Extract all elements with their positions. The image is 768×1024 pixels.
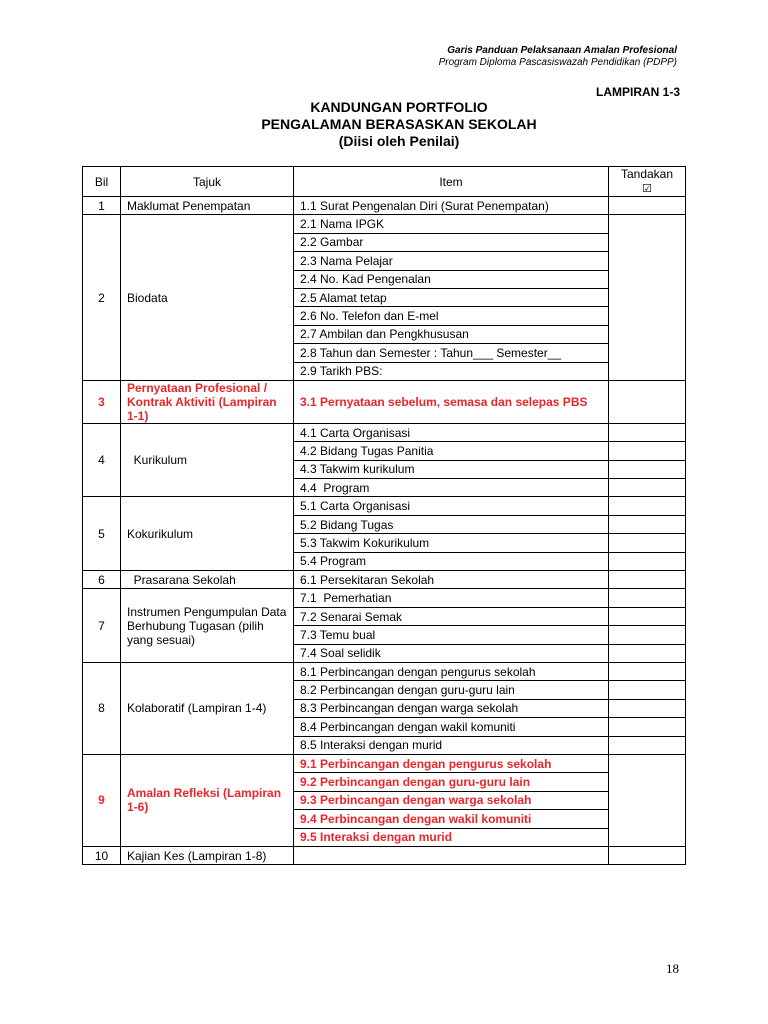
tandakan-checkbox-cell[interactable]	[609, 626, 686, 644]
tandakan-checkbox-cell[interactable]	[609, 662, 686, 680]
item-cell: 8.1 Perbincangan dengan pengurus sekolah	[294, 662, 609, 680]
portfolio-checklist-table	[82, 166, 686, 865]
row-number-cell: 4	[83, 423, 121, 497]
tandakan-checkbox-cell[interactable]	[609, 380, 686, 423]
tandakan-checkbox-cell[interactable]	[609, 607, 686, 625]
item-cell: 2.8 Tahun dan Semester : Tahun___ Semester__	[294, 344, 609, 362]
column-header-bil: Bil	[83, 167, 121, 197]
item-cell: 5.3 Takwim Kokurikulum	[294, 534, 609, 552]
row-number-cell: 6	[83, 571, 121, 589]
tandakan-checkbox-cell[interactable]	[609, 644, 686, 662]
tandakan-checkbox-cell[interactable]	[609, 571, 686, 589]
tandakan-checkbox-cell[interactable]	[609, 534, 686, 552]
item-cell: 4.1 Carta Organisasi	[294, 423, 609, 441]
tajuk-cell: Maklumat Penempatan	[121, 197, 294, 215]
item-cell: 9.3 Perbincangan dengan warga sekolah	[294, 791, 609, 809]
table-row	[83, 571, 686, 589]
table-row	[83, 846, 686, 864]
column-header-tandakan	[609, 167, 686, 197]
tandakan-checkbox-cell[interactable]	[609, 754, 686, 846]
tandakan-checkbox-cell[interactable]	[609, 442, 686, 460]
item-cell: 2.9 Tarikh PBS:	[294, 362, 609, 380]
tajuk-cell: Biodata	[121, 215, 294, 381]
tajuk-cell: Kurikulum	[121, 423, 294, 497]
row-number-cell: 10	[83, 846, 121, 864]
item-cell: 7.1 Pemerhatian	[294, 589, 609, 607]
tajuk-cell: Kokurikulum	[121, 497, 294, 571]
column-header-tajuk: Tajuk	[121, 167, 294, 197]
tandakan-checkbox-cell[interactable]	[609, 197, 686, 215]
checkbox-checked-icon: ☑	[642, 183, 652, 195]
title-line-1: KANDUNGAN PORTFOLIO	[310, 99, 488, 115]
tajuk-cell: Prasarana Sekolah	[121, 571, 294, 589]
item-cell: 8.5 Interaksi dengan murid	[294, 736, 609, 754]
item-cell: 9.5 Interaksi dengan murid	[294, 828, 609, 846]
tajuk-cell: Amalan Refleksi (Lampiran 1-6)	[121, 754, 294, 846]
item-cell: 2.5 Alamat tetap	[294, 288, 609, 306]
item-cell: 9.4 Perbincangan dengan wakil komuniti	[294, 810, 609, 828]
item-cell: 8.3 Perbincangan dengan warga sekolah	[294, 699, 609, 717]
table-row	[83, 589, 686, 607]
row-number-cell: 9	[83, 754, 121, 846]
tandakan-checkbox-cell[interactable]	[609, 515, 686, 533]
tandakan-checkbox-cell[interactable]	[609, 215, 686, 381]
row-number-cell: 5	[83, 497, 121, 571]
row-number-cell: 3	[83, 380, 121, 423]
lampiran-label: LAMPIRAN 1-3	[595, 85, 680, 99]
item-cell: 2.1 Nama IPGK	[294, 215, 609, 233]
item-cell: 4.4 Program	[294, 479, 609, 497]
item-cell: 4.3 Takwim kurikulum	[294, 460, 609, 478]
table-row	[83, 662, 686, 680]
tajuk-cell: Pernyataan Profesional / Kontrak Aktiviti (Lampiran 1-1)	[121, 380, 294, 423]
item-cell: 2.7 Ambilan dan Pengkhususan	[294, 325, 609, 343]
tandakan-checkbox-cell[interactable]	[609, 699, 686, 717]
document-title	[0, 99, 768, 150]
tandakan-checkbox-cell[interactable]	[609, 497, 686, 515]
item-cell: 9.1 Perbincangan dengan pengurus sekolah	[294, 754, 609, 772]
tandakan-checkbox-cell[interactable]	[609, 846, 686, 864]
table-row	[83, 754, 686, 772]
table-row	[83, 380, 686, 423]
item-cell: 5.1 Carta Organisasi	[294, 497, 609, 515]
row-number-cell: 2	[83, 215, 121, 381]
tandakan-checkbox-cell[interactable]	[609, 479, 686, 497]
item-cell: 7.2 Senarai Semak	[294, 607, 609, 625]
item-cell: 7.3 Temu bual	[294, 626, 609, 644]
row-number-cell: 7	[83, 589, 121, 663]
item-cell: 2.3 Nama Pelajar	[294, 252, 609, 270]
row-number-cell: 1	[83, 197, 121, 215]
tandakan-checkbox-cell[interactable]	[609, 423, 686, 441]
tandakan-checkbox-cell[interactable]	[609, 718, 686, 736]
table-row	[83, 215, 686, 233]
item-cell: 9.2 Perbincangan dengan guru-guru lain	[294, 773, 609, 791]
tandakan-checkbox-cell[interactable]	[609, 552, 686, 570]
table-row	[83, 497, 686, 515]
table-row	[83, 423, 686, 441]
item-cell: 6.1 Persekitaran Sekolah	[294, 571, 609, 589]
item-cell: 7.4 Soal selidik	[294, 644, 609, 662]
item-cell: 5.2 Bidang Tugas	[294, 515, 609, 533]
row-number-cell: 8	[83, 662, 121, 754]
item-cell	[294, 846, 609, 864]
item-cell: 2.2 Gambar	[294, 233, 609, 251]
item-cell: 3.1 Pernyataan sebelum, semasa dan selepas PBS	[294, 380, 609, 423]
item-cell: 4.2 Bidang Tugas Panitia	[294, 442, 609, 460]
item-cell: 5.4 Program	[294, 552, 609, 570]
tandakan-label: Tandakan	[620, 167, 674, 181]
item-cell: 2.4 No. Kad Pengenalan	[294, 270, 609, 288]
tajuk-cell: Kajian Kes (Lampiran 1-8)	[121, 846, 294, 864]
item-cell: 8.4 Perbincangan dengan wakil komuniti	[294, 718, 609, 736]
tandakan-checkbox-cell[interactable]	[609, 736, 686, 754]
table-row	[83, 197, 686, 215]
column-header-item: Item	[294, 167, 609, 197]
header-program-name: Program Diploma Pascasiswazah Pendidikan (PDPP)	[438, 57, 677, 68]
tandakan-checkbox-cell[interactable]	[609, 460, 686, 478]
tajuk-cell: Kolaboratif (Lampiran 1-4)	[121, 662, 294, 754]
table-body	[83, 197, 686, 865]
tandakan-checkbox-cell[interactable]	[609, 589, 686, 607]
tajuk-cell: Instrumen Pengumpulan Data Berhubung Tugasan (pilih yang sesuai)	[121, 589, 294, 663]
table-header-row	[83, 167, 686, 197]
item-cell: 1.1 Surat Pengenalan Diri (Surat Penempatan)	[294, 197, 609, 215]
item-cell: 8.2 Perbincangan dengan guru-guru lain	[294, 681, 609, 699]
tandakan-checkbox-cell[interactable]	[609, 681, 686, 699]
item-cell: 2.6 No. Telefon dan E-mel	[294, 307, 609, 325]
title-line-2: PENGALAMAN BERASASKAN SEKOLAH	[261, 116, 537, 132]
header-guideline-title: Garis Panduan Pelaksanaan Amalan Profesional	[447, 45, 677, 56]
page-number: 18	[666, 961, 679, 976]
title-line-3: (Diisi oleh Penilai)	[338, 133, 460, 149]
